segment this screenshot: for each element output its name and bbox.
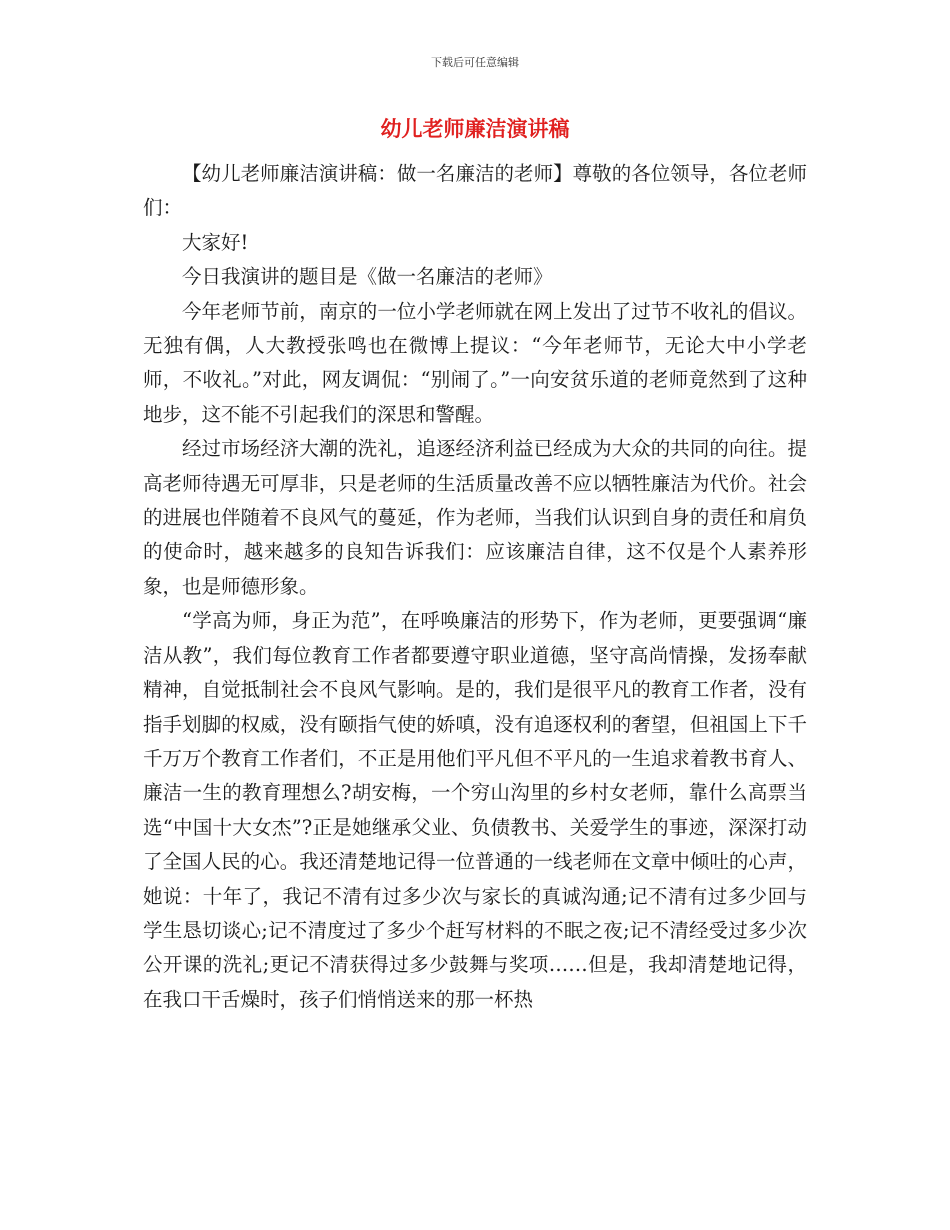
header-note: 下载后可任意编辑 — [431, 56, 519, 69]
paragraph-intro: 【幼儿老师廉洁演讲稿：做一名廉洁的老师】尊敬的各位领导，各位老师们： — [143, 162, 807, 220]
document-body — [143, 157, 807, 1017]
paragraph: 经过市场经济大潮的洗礼，追逐经济利益已经成为大众的共同的向往。提高老师待遇无可厚非，只是老师的生活质量改善不应以牺牲廉洁为代价。社会的进展也伴随着不良风气的蔓延，作为老师，当我们认识到自身的责任和肩负的使命时，越来越多的良知告诉我们：应该廉洁自律，这不仅是个人素养形象，也是师德形象。 — [143, 437, 807, 598]
document-title: 幼儿老师廉洁演讲稿 — [380, 117, 570, 141]
paragraph: 今年老师节前，南京的一位小学老师就在网上发出了过节不收礼的倡议。无独有偶，人大教授张鸣也在微博上提议：“今年老师节，无论大中小学老师，不收礼。”对此，网友调侃：“别闹了。”一向安贫乐道的老师竟然到了这种地步，这不能不引起我们的深思和警醒。 — [143, 299, 807, 426]
paragraph-greeting: 大家好! — [182, 230, 249, 254]
paragraph-topic: 今日我演讲的题目是《做一名廉洁的老师》 — [182, 265, 553, 289]
paragraph: “学高为师，身正为范”，在呼唤廉洁的形势下，作为老师，更要强调“廉洁从教”，我们每位教育工作者都要遵守职业道德，坚守高尚情操，发扬奉献精神，自觉抵制社会不良风气影响。是的，我们是很平凡的教育工作者，没有指手划脚的权威，没有颐指气使的娇嗔，没有追逐权利的奢望，但祖国上下千千万万个教育工作者们，不正是用他们平凡但不平凡的一生追求着教书育人、廉洁一生的教育理想么?胡安梅，一个穷山沟里的乡村女老师，靠什么高票当选“中国十大女杰”?正是她继承父业、负债教书、关爱学生的事迹，深深打动了全国人民的心。我还清楚地记得一位普通的一线老师在文章中倾吐的心声，她说：十年了，我记不清有过多少次与家长的真诚沟通;记不清有过多少回与学生恳切谈心;记不清度过了多少个赶写材料的不眠之夜;记不清经受过多少次公开课的洗礼;更记不清获得过多少鼓舞与奖项……但是，我却清楚地记得，在我口干舌燥时，孩子们悄悄送来的那一杯热 — [143, 609, 807, 1011]
